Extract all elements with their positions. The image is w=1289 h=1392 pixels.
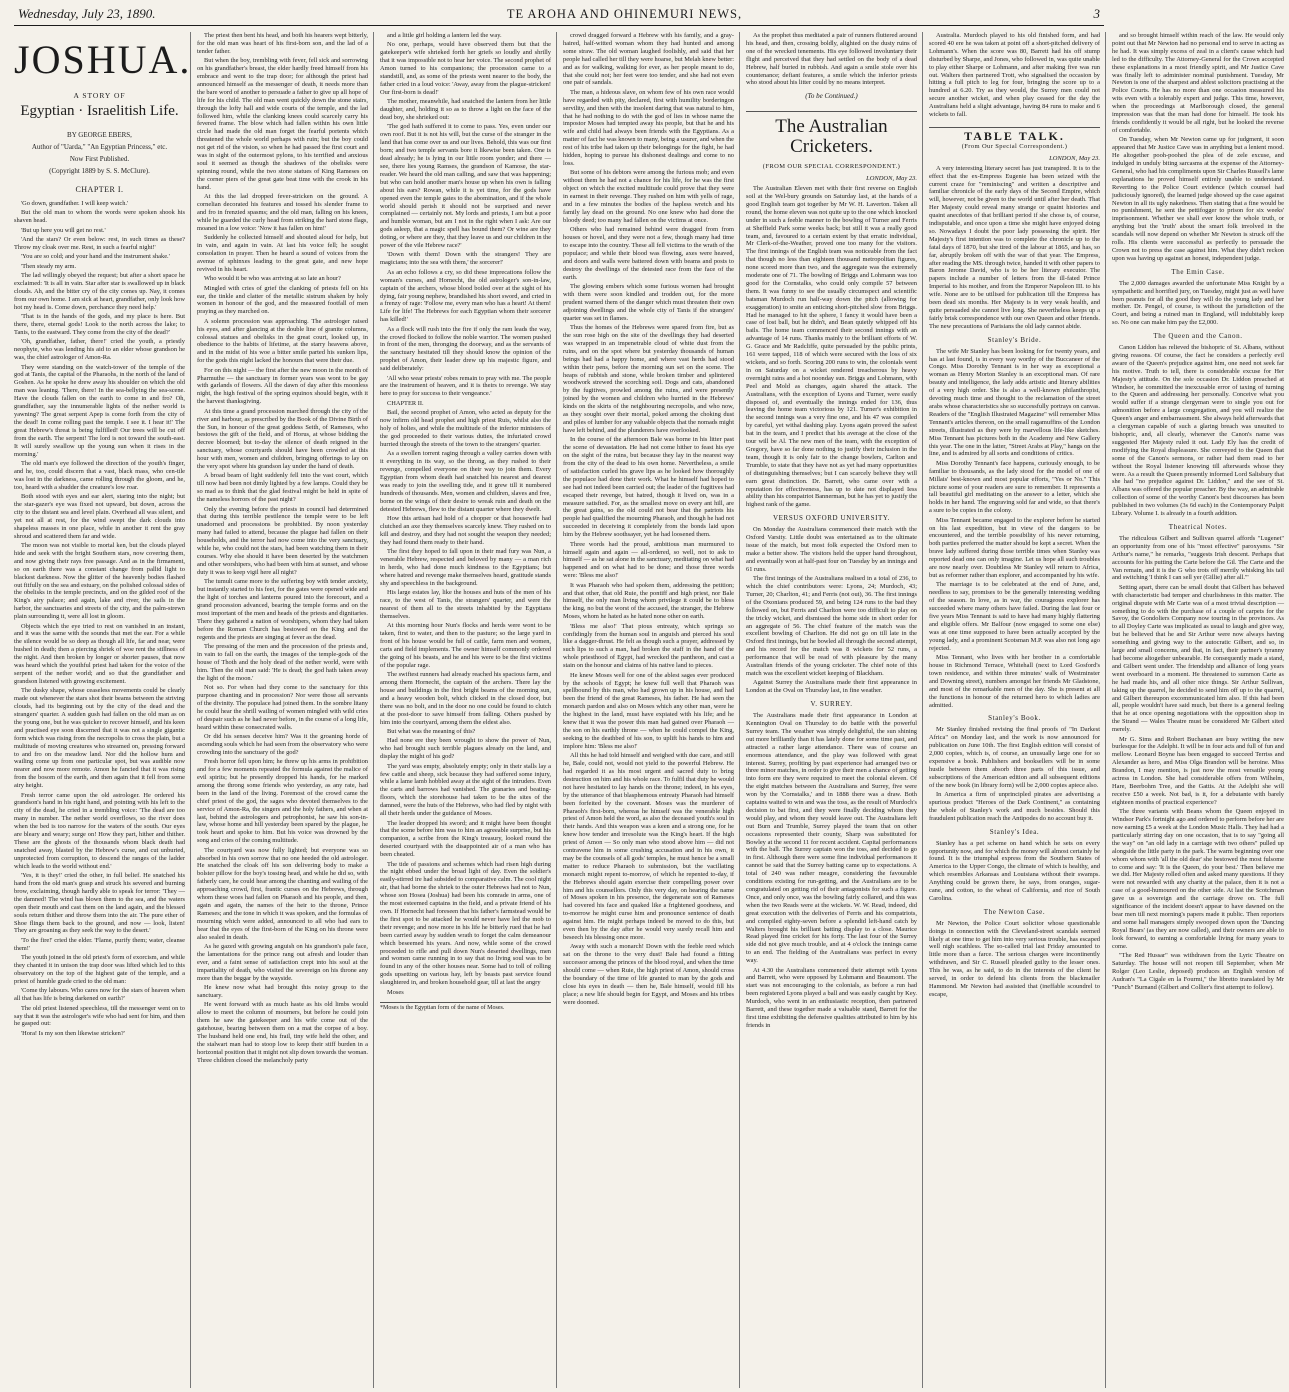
paragraph: He went forward with as much haste as his old limbs would allow to meet the column of mourners, but before he could join them he saw the gatekeeper and his wife come out of the gatehouse, bearing between them on a mat the corpse of a boy. The husband held one end, his frail, tiny wife held the other, and the stalwart man had to stoop low to keep their stiff burden in a horizontal position that it might not slip down towards the woman. Three children closed the melancholy party [197, 1001, 368, 1064]
paragraph: Three words had the proud, ambitious man murmured to himself again and again — all-ordered, so well, not to ask to himself — as he sat alone in the sanctuary, meditating on what had happened and on what had to be done; and those three words were: 'Bless me also!' [563, 540, 734, 580]
paragraph: Mingled with cries of grief the clanking of priests fell on his ear, the tinkle and clatter of the metallic sistrum shaken by holy women in honour of the god, and the measured footfall of men praying as they marched on. [197, 284, 368, 316]
paragraph: His large estates lay, like the houses and huts of the men of his race, to the west of Tanis, the strangers' quarter, and were the nearest of them all to the streets inhabited by the Egyptians themselves. [380, 589, 551, 620]
paragraph: The Australian Eleven met with their first reverse on English soil at the Wel-bury grounds on Saturday last, at the hands of a good English team got together by Mr W. H. Laverton. Taken all round, the home eleven was not quite up to the one which knocked under in such a feeble manner to the bowling of Turner and Ferris at Sheffield Park some weeks back; but still it was a really good team, and, favoured to a certain extent by that erratic individual, Mr Clerk-of-the-Weather, proved one too many for the visitors. The first innings of the English team was noticeable from the fact that though no less than eighteen thousand metropolitan figures, none scored more than two, and the aggregate was the extremely moderate one of 71. The bowling of Briggs and Lohmann was too good for the Cornstalks, who could only compile 57 between them. It was funny to see the usually circumspect and scientific batsman Murdoch run half-way down the pitch (allowing for exaggeration) to smite an enticing short-pitched slow from Briggs. Had he managed to hit the sphere, I fancy it would have been a case of lost ball, but he didn't, and Bean quietly whipped off his bails. The home team commenced their second innings with an advantage of 14 runs. Thanks mainly to the brilliant efforts of W. G. Grace and Mr Radcliffe, quite persuaded by the public prints, 161 were tapped, 118 of which were secured with the loss of six wickets, and so forth. Scoring 200 runs to win, the colonials went in on Saturday on a wicket rendered treacherous by heavy overnight rains and a hot noonday sun. Briggs and Lohmann, with Peel and Mold as changes, again shared the attack. The Australians, with the exception of Lyons and Turner, were easily disposed of, and eventually the innings ended for 136, thus leaving the home team victorious by 121. Turner's exhibition in the second innings was a very fine one, and his 47 was compiled by careful, yet withal dashing play. Lyons again proved the safest bat in the team, and I predict that his average at the close of the tour will be Al. The new men of the team, with the exception of Gregory, have so far done nothing to justify their inclusion in the team, though it is only fair to the change bowlers, Carlton and Trumble, to state that they have not as yet had many opportunities of distinguishing themselves; but I can scarcely believe they will earn great distinction. Dr. Barrett, who came over with a reputation for effectiveness, has up to date not displayed Iess ability than his compatriot Bannerman, but he has yet to justify the highest rank of the game. [746, 185, 917, 509]
paragraph: As an echo follows a cry, so did these imprecations follow the woman's curses, and Hornecht, the old astrologer's son-in-law, captain of the archers, whose blood boiled over at the sight of his dying, fair young nephew, brandished his short sword, and cried in a frenzy of rage: 'Follow me, every man who has a heart! At them! Life for life! The Hebrews for each Egyptian whom their sorcerer has killed!' [380, 268, 551, 324]
story-copyright: (Copyright 1889 by S. S. McClure). [49, 166, 150, 175]
paragraph: It was Pharaoh who had spoken them, addressing the petition; and that other, that old Ruie, the pontiff and high priest, nor Bale himself, the only man living whom privilege it could be to bless the king, no but the worst of the accused, the stranger, the Hebrew Moses, whom he hated as he hated none other on earth. [563, 581, 734, 621]
columns [14, 32, 1284, 1388]
stanleys-idea-body [929, 840, 1100, 903]
paragraph: For on this night — the first after the new moon in the month of Pharmuthe — the sanctuary in former years was wont to be gay with garlands of flowers. All the dawn of day after this moonless night, the high festival of the spring equinox should begin, with it the harvest thanksgiving. [197, 366, 368, 406]
paragraph: The dusky shape, whose ceaseless movements could be clearly made out whenever the stars shot their beams between the striving clouds, had its beginning out by the city of the dead and the strangers' quarter. A sudden gush had fallen on the old man as on the young one, but he was quicker to recover himself, and his keen and practised eye soon discerned that it was not a single gigantic form which was rising from the necropolis to cross the plain, but a multitude of moving creatures who streamed on, pressing forward to and fro on the meadow land. Nor did the hollow hum and wailing come up from one particular spot, but was audible now nearer and now more remote. Amon he fancied that it was rising from the bosom of the earth, and then again that it fell from some airy height. [14, 687, 185, 790]
paragraph: 'Yes, it is they!' cried the other, in full belief. He snatched his hand from the old man's grasp and struck his severed and burning brow, exclaiming, though hardly able to speak for terror: 'They — the damned! The wind has blown them to the sea, and the waters open their mouth and cast them on the land again, and the blessed souls return thither and throw them into the air. The pure ether of Shoe flings them back to the ground, and now — look, listen! They are groaning as they seek the way to the desert.' [14, 872, 185, 935]
cricket-body [746, 185, 917, 509]
paragraph: Objects which the eye tried to rest on vanished in an instant, and it was the same with the sounds that met the ear. For a while the silence would be so deep as though all life, far and near, were hushed in death; then a piercing shriek of woe rent the stillness of the night. And then broken by longer or shorter pauses, that now was heard which the youthful priest had taken for the voice of the serpent of the nether world; and so that the grandfather and grandson listened with growing excitement. [14, 622, 185, 685]
paragraph: As a swollen torrent raging through a valley carries down with it everything in its way, so the throng, as they rushed to their revenge, compelled everyone on their way to join them. Every Egyptian from whom death had snatched his nearest and dearest was ready to join the swelling tide, and it grew till it numbered hundreds of thousands. Men, women and children, slaves and free, borne on the wings of their desire to wreak ruin and death on the detested Hebrews, flew to the distant quarter where they dwelt. [380, 450, 551, 513]
surrey-heading: V. SURREY. [810, 700, 853, 709]
paragraph: The tide of passions and schemes which had risen high during the night ebbed under the broad light of day. Even the soldier's easily-stirred ire had subsided to comparative calm. The cool night air, that had borne the shriek to the outer Hebrews had not to Nun, whose son Hosea (Joshua) had been his comrade in arms, one of the most esteemed captains in the field, and a private friend of his own. If Hornecht had foreseen that his father's farmstead would be the first spot to be attacked he would never have led the mob to their revenge; and now more in his life he bitterly rued that he had been carried away by sudden wrath to forget the calm demeanour which beseemed his years. And now, while some of the crowd proceeded to rifle and pull down Nun's deserted dwellings, men and women came running in to say that no living soul was to be found in any of the other houses near. Some had to toll of rolling gods upsetting on various hay, left by beasts past service found slaughtered in, and broken household gear, till at last the angry [380, 860, 551, 987]
paragraph: Others who had remained behind were dragged from from houses or hovel, and they were not a few, though many had time to escape into the country. These all fell victims to the wrath of the populace; and while their blood was flowing, axes were heaved, and doors and walls were battered down with beams and posts to destroy the dwellings of the detested race from the face of the earth. [563, 226, 734, 281]
paragraph: All this he had told himself and weighed with due care, and still he, Bale, could not, would not yield to the powerful Hebrew. He had regarded it as his most urgent and sacred duty to bring destruction on him and his whole race. To fulfil that duty he would not have hesitated to lay hands on the throne; indeed, in his eyes, by the utterance of that blasphemous entreaty Pharaoh had himself been forfeited by the covenant. Moses was the murderer of Pharaoh's first-born, whereas he himself was the venerable high priest of Amon held the word, as also the deceased youth's soul in their hands. And this weapon was a keen and a strong one, for he knew how tender and irresolute was the King's heart. If the high priest of Amon — So only man who stood above him — did not contravene him in some crushing accusation and in his own, it may be the counsels of all gods' temples, he must hence be a small matter to reduce Pharaoh to submission, but the vacillating monarch might repent to-morrow, of which he repented to-day, if the Hebrews should again exercise their compelling power over him and his counsellors. Only this very day, on hearing the name of Moses spoken in his presence, the degenerate son of Rameses had covered his face and quaked like a frightened goodness, and to-morrow he might curse him and pronounce sentence of death against him. He might perhaps indeed be moved to do this, but even then by the day after he would very surely recall him and beseech his blessing once more. [563, 752, 734, 941]
paragraph: and so brought himself within reach of the law. He would only point out that Mr Newton had no personal end to serve in acting as he had. It was simply excess of zeal in a client's cause which had led to the difficulty. The Attorney-General for the Crown accepted these explanations in a most friendly spirit, and Mr Justice Cave was finally left to administer nominal punishment. Tuesday, Mr Newton is one of the sharpest and ablest solicitors practising at the Police Courts. He has no more than one occasion measured his wits even with a tolerably expert and judge. This time, however, when the proceedings at Marlborough closed, the general impression was that the man had done for himself. He took his friends confidently it would be all right, but he looked the reverse of comfortable. [1112, 32, 1284, 134]
paragraph: Stanley has a pet scheme on hand which he sets on every opportunity now, and for which the money will almost certainly be found. It is the triumphal express from the Southern States of America to the Upper Congo, the climate of which is healthy, and which resembles Arkansas and Louisiana without their swamps. Anything could be grown there, he says, from oranges, sugar-cane, and cotton, to the wheat of California, and rice of South Carolina. [929, 839, 1100, 902]
emin-case-heading: The Emin Case. [1171, 267, 1225, 276]
oxford-heading: VERSUS OXFORD UNIVERSITY. [773, 514, 890, 523]
paragraph: On Monday the Australians commenced their match with the Oxford Varsity. Little doubt was entertained as to the ultimate issue of the match, but most folk expected the Oxford men to make a better show. The visitors held the upper hand throughout, and eventually won at half-past four on Tuesday by an innings and 61 runs. [746, 526, 917, 573]
surrey-body [746, 712, 917, 1030]
paragraph: As a flock will rush into the fire if only the ram leads the way, the crowd flocked to follow the noble warrior. The women pushed in front of the men, thronging the doorway, and as the servants of the sanctuary hesitated till they should know the opinion of the prophet of Amon, their leader drew up his majestic figure, and said deliberately: [380, 325, 551, 373]
paragraph: The marriage is to be celebrated at the end of June, and, needless to say, promises to be the generally interesting wedding of the season. In love, as in war, the courageous explorer has succeeded where many others have failed. During the last four or five years Miss Tennant is said to have had many highly flattering and eligible offers. Mr Balfour (now engaged to some one else) was at one time supposed to have been actually accepted by the young lady, and a prominent Scotsman M.P. was also not long ago rejected. [929, 581, 1100, 652]
paragraph: Against Surrey the Australians made their first appearance in London at the Oval on Thursday last, in fine weather. [746, 679, 917, 695]
paragraph: The leader dropped his sword; and it might have been thought that the scene before him was to him an agreeable surprise, but his companion, a scribe from the King's treasury, looked round the deserted courtyard with the disappointed air of a man who has been cheated. [380, 819, 551, 859]
paragraph: 'The god hath suffered it to come to pass. Yes, even under our own roof. But it is not his will, but the curse of the stranger in the land that has come over us and our lives. Behold, this was our first born; and two temple servants bore it likewise been taken. One is dead already; he is lying in our little room yonder; and there — see, there lies young Ramses, the grandson of Kamose, the star-reader. We heard the old man calling, and saw that was happening; but who can hold another man's house up when his own is falling about his ears? Rowan, while it is yet time, for the gods have opened even the temple gates to the abomination, and if the whole world should perish it should not be surprised and never complained — certainly not. My lords and priests, I am but a poor and humble woman, but am I not in the right when I ask: Are our gods asleep, that a magic spell has bound them? Or wine are they doting, or where are they, that they leave us and our children in the power of the vile Hebrew race?' [380, 123, 551, 250]
table-talk-sub: (From Our Special Correspondent.) [961, 142, 1068, 150]
paragraph: A solemn procession was approaching. The astrologer raised his eyes, and after glancing at the double line of granite columns, colossal statues and obelisks in the great court, looked up, in obedience to the habits of lifetime, at the starry heavens above, and in the midst of his woe a bitter smile parted his sunken lips, for the gods this night lacked the honours that were their due. [197, 317, 368, 365]
emin-case-body [1112, 280, 1284, 327]
paragraph: The mother, meanwhile, had snatched the lantern from her little daughter, and, holding it so as to throw a light on the face of the dead boy, she shrieked out: [380, 98, 551, 122]
paragraph: The yard was empty, absolutely empty; only in their stalls lay a few cattle and sheep, sick because they had suffered some injury, while a lame lamb hobbled away at the sight of the intruders. Even the carts and barrows had vanished. The granaries and beating-floors, which the storehouse had taken to be the sites of the damned, were the huts of the Hebrews, who had fled by night with all their herds under the guidance of Moses. [380, 762, 551, 818]
paragraph: 'To the fire!' cried the elder. 'Flame, purify them; water, cleanse them!' [14, 936, 185, 952]
stanleys-book-heading: Stanley's Book. [988, 714, 1041, 723]
paragraph: Mr Newton, the Police Court solicitor whose questionable doings in connection with the Cleveland-street scandals seemed likely at one time to get him into very serious trouble, has escaped well nigh scathless. The so-called trial last Friday amounted to little more than a farce. The serious charges were incontinently withdrawn, and Sir C. Russell pleaded guilty to the lesser ones. This he was, as he said, to do in the interests of the client he served, in order to defend his clients from the blackmailer Hammond. Mr Newton had assisted that (ineffable scoundrel to escape, [929, 919, 1100, 998]
paragraph: A very interesting literary secret has just transpired. It is to the effect that the ex-Empress Eugenie has been seized with the current craze for "reminiscing" and written a descriptive and familiar chronicle of the early days of the Second Empire, which will, however, not be given to the world until after her death. That Her Majesty could reveal many strange or quaint histories and quaint anecdotes of that brilliant period if she chose is, of course, indisputable, and once upon a time she might have enjoyed doing so. Nowadays I doubt the poor lady possessing the spirit. Her Majesty's first intention was to complete the chronicle up to the fatal days of 1870, but she tired of the labour at 1865, and has, so far, abruptly broken off with the war of that year. The Empress, after reading the MS. through twice, handed it with other papers to Baron Jerome David, who is to be her literary executor. The papers include a number of letters from the ill-fated Prince Imperial to his mother, and from the Emperor Napoleon III. to his wife. None are to be utilised for publication till the Empress has been dead six months. Her Majesty is in very weak health, and quite persuaded she cannot live long. She nevertheless keeps up a fairly brisk correspondence with our own Queen and other friends. The new precautions of Parisians the old lady cannot abide. [929, 164, 1100, 330]
paragraph: CHAPTER II. [387, 399, 424, 407]
paragraph: Canon Liddon has relieved the bishopric of St. Albans, without giving reasons. Of course, the fact he considers a perfectly evil aware of the Queen's prejudice against him, one need not seek far his motive. Truth to tell, there is considerable excuse for Her Majesty's attitude. On the sole occasion Dr. Liddon preached at Windsor, he committed the inexcusable error of taxing of turning to the Queen and addressing her personally. Conceive what you would suffer if a strange clergyman were to single you out for admonition before a large congregation, and you will realize the Queen's anger and embarrassment. She always held afterwards that a clergyman capable of such a glaring breach was unsuited to bishopric, and, all clearly, whenever the Canon's name was suggested Her Majesty ruled it out. Lady Ely has the credit of modifying the Royal displeasure. She conveyed to the Queen that some of the Canon's sermons, or rather had them read to her without the Royal listener knowing till afterwards whose they were. As a result the Queen presently informed Lord Salisbury that she had "no prejudice against Dr. Liddon," and the see of St. Albans was offered the popular preacher. By the way, an admirable collection of some of the worthy Canon's best discourses has been published in two volumes (3s 6d each) in the Contemporary Pulpit Library. Volume I. is already in a fourth addition. [1112, 344, 1284, 518]
paragraph: 'You are so cold; and your hand and the instrument shake.' [21, 253, 170, 261]
paragraph: Mr G. Sims and Robert Buchanan are busy writing the new burlesque for the Adelphi. It will be in four acts and full of fun and mellow. Leonard Boyne has been engaged to succeed Terriss and Alexander as hero, and Miss Olga Brandon will be heroine. Miss Brandon, I may mention, is just now the most versatile young actress in London. She had considerable offers from Wilhelm, Hare, Beerbohm Tree, and the Gattis. At the Adelphi she will receive £50 a week. Not bad, is it, for a debutante with barely eighteen months of practical experience? [1112, 735, 1284, 806]
column-2 [197, 32, 374, 1388]
stanleys-bride-heading: Stanley's Bride. [987, 335, 1042, 344]
paragraph: 'Then steady my arm. [21, 262, 77, 270]
column-5 [746, 32, 923, 1388]
cricket-dateline: LONDON, May 23. [866, 175, 917, 183]
paragraph: The swiftest runners had already reached his spacious farm, and among them Hornecht, the captain of the archers. There lay the house and buildings in the first bright beams of the morning sun, and a heavy wooden bolt, which clicked in the closed door, but there was no bolt, and in the door no one could be found to clutch at the post-door to save himself from falling. Others pushed by him into the courtyard, among them the eldest also. [380, 671, 551, 726]
column-4 [563, 32, 740, 1388]
paragraph: Miss Tennant, who lives with her brother in a comfortable house in Richmond Terrace, Whitehall (next to Lord Gosford's town residence, and within three minutes' walk of Westminster and Downing street), numbers amongst her friends Mr Gladstone, and most of the remarkable men of the day. She is present at all the functions in honour of the returned hero to which ladies are admitted. [929, 654, 1100, 709]
paragraph: Fresh terror came upon the old astrologer. He ordered his grandson's hand in his right hand, and pointing with his left to the city of the dead, he cried in a trembling voice: 'The dead are too many in number. The nether world overflows, so the river does when the bed is too narrow for the waters of the south. Our eyes are bleary and weary; surge on! How they part, hither and thither. These are the ghosts of the thousands whom black death had snatched away, blasted by the Hebrew's curse, and cut unburied, unprotected from corruption, to descend the ranges of the ladder which leads to the world without end.' [14, 791, 185, 870]
paragraph: The tumult came more to the suffering boy with tender anxiety, but instantly started to his feet, for the gates were opened wide and the light of torches and lanterns poured into the forecourt, and a grand procession advanced, bearing the temple forms and on the most important of the men and heads of the priests and dignitaries. There they gathered a nation of worshipers, whom they had taken before the Roman Church has bestowed on the King and the regents and the priests are singing at fever as the dead. [197, 578, 368, 641]
paragraph: 'Bless me also!' That pious entreaty, which springs so confidingly from the human soul in anguish and pierced his soul like a dagger-thrust. He felt as though such a prayer, addressed by such lips to such a man, had broken the staff in the hand of the whole priesthood of Egypt, had wrecked the pantheon, and cast a stain on the honour and claims of his native land to pieces. [563, 622, 734, 670]
column-7 [1112, 32, 1289, 1388]
paragraph: 'That is in the hands of the gods, and my place is here. But there, there, eternal gods! Look to the north across the lake; to Tanis, to the eastward. They come from the city of the dead?' [14, 313, 185, 336]
story-by: BY GEORGE EBERS, [67, 130, 132, 139]
paragraph: Suddenly he collected himself and shouted aloud for help, but in vain, and again in vain. At last his voice fell; he sought consolation in prayer. Then he heard a sound of voices from the avenue of sphinxes leading to the great gate, and new hope revived in his heart. [197, 234, 368, 273]
paragraph: A broad beam of light suddenly fell into the vast court, which till now had been not dimly lighted by a few lamps. Could they be so mad as to think that the glad festival might be held in spite of the nameless horrors of the past night? [197, 472, 368, 504]
paragraph: At this morning hour Nun's flocks and herds were wont to be taken, first to water, and then to the pasture; so the large yard in front of his house would be full of cattle, farm men and women, carts and field implements. The owner himself commonly ordered the going of his beasts, and he and his were to be the first victims of the popular rage. [380, 622, 551, 669]
paragraph: He knew now what had brought this noisy group to the sanctuary. [197, 984, 368, 999]
paragraph: The wife Mr Stanley has been looking for for twenty years, and has at last found, is in every way worthy of the Buccaneer of the Congo. Miss Dorothy Tennant is in her way as exceptional a woman as Henry Morton Stanley is an exceptional man. Of rare beauty and intelligence, the lady adds artistic and literary abilities of a very high order. She is also a well-known philanthropist, devoting much time and thought to the reclamation of the street arabs whose characteristics she so successfully portrays on canvas. Readers of the "English Illustrated Magazine" will remember Miss Tennant's articles thereon, on the small ragamuffins of the London streets, illustrated as they were by marvellous life-like sketches. Miss Tennant has pictures both in the Academy and New Gallery this year. The one in the latter, "Street Arabs at Play," hangs on the line, and is admired by all sorts and conditions of critics. [929, 347, 1100, 458]
paragraph: 'Down with them! Down with the strangers! They are magicians; into the sea with them,' the sorcerer!' [380, 251, 551, 267]
paragraph: But some of his debtors were among the furious mob; and even without them he had not a chance for his life, for he was the first object on which the excited multitude could prove that they were in earnest in their revenge. They rushed on him with yells of rage, and in a few minutes the bodies of the hapless wretch and his family lay dead on the ground. No one knew who had done the bloody deed; too many had fallen on the victims at once. [563, 169, 734, 224]
paragraph: As he gazed with growing anguish on his grandson's pale face, the lamentations for the prince rang out afresh and louder than ever, and a faint sense of satisfaction crept into his soul at the impartiality of death, who visited the sovereign on his throne any more than the beggar by the wayside. [197, 943, 368, 982]
paragraph: 'But up here you will get no rest.' [21, 226, 106, 234]
paragraph: The man, a hideous slave, on whom few of his own race would have regarded with pity, declared, first with humility borderingon servility, and then with the insolent daring that was natural to him, that he had nothing to do with the god of lies in whose name the impostor Moses had tempted away his people, but that he and his wife and child had always been friends with the Egyptians. As a matter of fact he was known to many, being a usurer, and when the rest of his tribe had taken up their belongings for the fight, he had hidden, hoping to pursue his dishonest dealings and come to no loss. [563, 88, 734, 167]
col2-body [197, 32, 368, 1065]
paragraph: 'And the stars? Or even below: rest, in such times as these? Throw my cloak over me. Rest, in such a fearful night!' [14, 235, 185, 251]
column-1 [14, 32, 191, 1388]
paragraph: Or did his senses deceive him? Was it the groaning horde of ascending souls which he had seen from the observatory who were crowding into the sanctuary of the god? [197, 732, 368, 756]
paper-title: TE AROHA AND OHINEMURI NEWS, [506, 7, 743, 21]
col7-body [1112, 32, 1284, 263]
paragraph: No one, perhaps, would have observed them but that the gatekeeper's wife shrieked forth her griefs so loudly and shrilly that it was impossible not to hear her voice. The second prophet of Amon turned to his companions; the procession came to a standstill, and, as some of the priests went nearer to the body, the father cried in a loud voice: 'Away, away from the plague-stricken! Our first-born is dead!' [380, 41, 551, 96]
paragraph: Only the evening before the priests in council had determined that during this terrible pestilence the temple were to be left unadorned and processions be prohibited. By noon yesterday many had failed to attend, because the plague had fallen on their households, and the terror had now come into the very sanctuary, while he, who could not the stars, had been watching them in their courses. Why else should it have been deserted by the watchmen and other worshipers, who had been with him at sunset, and whose duty it was to keep vigil here all night? [197, 505, 368, 576]
paragraph: Away with such a monarch! Down with the feeble reed which sat on the throne to the very dust! Bale had found a fitting successor among the princes of the blood royal, and when the time should come — when Ruie, the high priest of Amon, should cross the boundary of the time of life granted to man by the gods and close his eyes in death — then he, Bale himself, would fill his place; a new life should begin for Egypt, and Moses and his tribes were doomed. [563, 943, 734, 1006]
paragraph: Miss Tennant became engaged to the explorer before he started on his last expedition, but in view of the dangers to be encountered, and the terrible possibility of his never returning, both parties preferred the matter should be kept a secret. When the brave lady suffered during those terrible times when Stanley was reported dead one can only imagine. Let us hope all such troubles are now nearly over. Doubtless Mr Stanley will return to Africa, but as reformer rather than explorer, and accompanied by his wife. [929, 516, 1100, 579]
paragraph: At this time a grand procession marched through the city of the river and harbour, as prescribed by the Book of the Divine Birth of the Sun, in honour of the great goddess Seith, of Rameses, who bestows the gift of the field, and of Horus, at whose bidding the decree bloomed; but to-day the silence of death reigned in the sanctuary, whose courtyards should have been crowded at this hour with men, women and children, bringing offerings to lay on the very spot where his grandson lay under the hand of death. [197, 407, 368, 471]
cricket-title: The Australian Cricketers. [746, 111, 917, 157]
col1-body [14, 200, 185, 1038]
table-talk-body [929, 165, 1100, 331]
table-talk-dateline: LONDON, May 23. [1049, 154, 1100, 162]
paragraph: Bail, the second prophet of Amon, who acted as deputy for the now infirm old head prophet and high priest Ruis, whilst also the holy of holies, and while the multitude of the inferior ministers of the god proceeded to their various duties, the infuriated crowd hurried through the streets of the town to the strangers' quarter. [380, 409, 551, 448]
theatrical-heading: Theatrical Notes. [1168, 522, 1228, 531]
paragraph: 'Come thy labours. Who cares now for the stars of heaven when all that has life is being darkened on earth?' [14, 987, 185, 1003]
page-number: 3 [1093, 6, 1100, 21]
story-subtitle: Egyptian · Israelitish Life. [20, 102, 179, 119]
newton-case-body [929, 920, 1100, 999]
paragraph: Had none ere they been wrought to show the power of Nun, who had brought such terrible plagues already on the land, and display the might of his god? [380, 737, 551, 761]
paragraph: The Australians made their first appearance in London at Kennington Oval on Thursday to do battle with the powerful Surrey team. The weather was simply delightful, the sun shining out more brilliantly than it has lately done for some time past, and attracted a rather large attendance. There was of course an enormous attendance, and the play was followed with great interest. Surrey, profiting by past experience had arranged two or three minor matches, in order to give their men a chance of getting into form ere they were required to meet the colonial eleven. Of the eight matches between the Australians and Surrey, five were won by the 'Cornstalks,' and in 1888 there was a draw. Both captains waited to win and was the toss, as the result of Murdoch's decision to bat first, and they were finally deciding whom they would play, and whom they would leave out. The Australians left out Burn and Trumble, Surrey played the team that on other occasions represented their county, Sharp was substituted for Bowley at the second 11 for recent accident. Capital performances with the ball. The Surrey captain won the toss, and decided to go in first. Although there were some fine individual performances it cannot be said that the Surrey batting came up to expectations. A total of 240 was rather meagre, considering the favourable conditions existing for run-getting, and the Australians are to be congratulated on getting rid of their antagonists for such a figure. Once, and only once, was the bowling fairly collared, and this was when the two Reads were at the wickets. W. W. Read, indeed, did great execution with the deliveries of Ferris and his compatriots, and compiled eighty-seven before a splendid left-hand catch by Walters brought his brilliant batting display to a close. Maurice Read played fine cricket for his forty. The last four of the Surrey side did not give much trouble, and at 4 o'clock the innings came to an end. The fielding of the Australians was perfect in every way. [746, 712, 917, 965]
paragraph: Not so. For when had they come to the sanctuary for this purpose chanting and in procession? Nor were those all servants of the divinity. The populace had joined them. In the sombre litany he could hear the shrill wailing of women mingled with wild cries of despair such as he had never before, in the course of a long life, heard within these consecrated walls. [197, 684, 368, 731]
story-now: Now First Published. [69, 154, 130, 163]
paragraph: The moon was not visible to mortal ken, but the clouds played hide and seek with the bright Southern stars, now covering them, and now giving their rays free passage. And as in the firmament, so on earth there was a constant change from pallid light to blackest darkness. Now the glitter of the heavenly bodies flashed out fitfully on the sea and estuary, on the polished colossal sides of the obelisks in the temple precincts, and on the gilded roof of the King's airy palace; and again, lake and river, the sails in the harbor, the sanctuaries and streets of the city, and the palm-strewn plain surrounding it, were all lost in gloom. [14, 541, 185, 621]
column-6 [929, 32, 1106, 1388]
paragraph: 'Go down, grandfather. I will keep watch.' [21, 199, 129, 207]
paragraph: At this the lad dropped fever-stricken on the ground. A cornelian decorated his features and tossed his slender frame to and fro in frenzied spasms; and the old man, falling on his knees, while he guarded the curly head from striking the hard stone flags, moaned in a low voice: 'Now it has fallen on him!' [197, 193, 368, 232]
oxford-body [746, 526, 917, 695]
story-pre-subtitle: A STORY OF [73, 91, 126, 100]
column-3 [380, 32, 557, 1388]
paragraph: The 2,000 damages awarded the unfortunate Miss Knight by a sympathetic and horrified jury, on Tuesday, might just as well have been peanuts for all the good they will do the young lady and her mother. Dr. Pengel, of course, is without the jurisdiction of the Court, and being a ruined man in England, will indubitably keep so. No one can make him pay the £2,000. [1112, 279, 1284, 327]
stanleys-bride-body [929, 348, 1100, 710]
paragraph: The youth joined in the old priest's form of exorcism, and while they chanted it in unison the trap door was lifted which led to this observatory on the top of the highest gate of the temple, and a priest of humble grade cried to the old man: [14, 954, 185, 985]
paragraph: Thus the homes of the Hebrews were spared from fire, but as the sun rose high on the site of the dwellings they had deserted was wrapped in an impenetrable cloud of white dust from the ruins, and on the spot where but yesterday thousands of human beings had had a happy home, and where vast herds had stood within their pens, before the morning sun set on the scene. The heaps of rubbish and stone, while broken timber and splintered woodwork strewed the scorching soil. Dogs and cats, abandoned by the fugitives, prowled among the ruins, and were presently joined by the women and children who hurried in the Hebrews' kinds on the skirts of the neighbouring necropolis, and who now, as they sought over their mortal, poked among the choking dust and piles of lumber for any valuable objects that the nomads might have left behind, and the plunderers have overlooked. [563, 324, 734, 434]
paragraph: The ridiculous Gilbert and Sullivan quarrel affords "Lugenet" an opportunity from one of his "most effective" paroxysms. "Sir Arthur's name," he remarks, "suggests Irish descent. Perhaps that accounts for his putting the Carte before the Gil. The Carte and the Van remain, and it is the G who trots off merrily whisking his tail and switching 'I think I can sell yer (Gillie) after all.'" [1112, 534, 1284, 582]
paragraph: In America a firm of unprincipled pirates are advertising a spurious product "Heroes of the Dark Continent," as containing the whole of Stanley's work and much besides. Should this fraudulent publication reach the Antipodes do no account buy it. [929, 791, 1100, 822]
story-author-line: Author of "Uarda," "An Egyptian Princess," etc. [31, 142, 168, 151]
paragraph: At 4.30 the Australians commenced their attempt with Lyons and Barrett, who were opposed by Lohmann and Beaumont. The start was not encouraging to the colonials, as before a run had been registered Lyons played a ball and was easily caught by Key. Murdoch, who went in an enthusiastic reception, then partnered Barrett, and these together made a valuable stand, Barrett for the first time exhibiting the defensive qualities attributed to him by his friends in [746, 966, 917, 1029]
col4-body [563, 32, 734, 1007]
paragraph: Australia. Murdoch played to his old finished form, and had scored 40 ere he was taken at point off a short-pitched delivery of Lohmann's. When the score was 80, Barrett had his off stump disturbed by Sharpe, and Jones, who followed in, was quite unable to play either Sharpe or Lohmann, and after making five was run out. Walters then partnered Trott, who signalised the occasion by hitting a full pitch to leg for four, bringing the score up to a hundred at 6.20. Try as they would, the Surrey men could not secure another wicket, and when play ceased for the day the Australians held a slight advantage, having 84 runs to make and 6 wickets to fall. [929, 32, 1100, 119]
paragraph: Mr Stanley finished revising the final proofs of "In Darkest Africa" on Monday last, and the work is now announced for publication on June 10th. The first English edition will consist of 2,000 copies, which is, of course, an unusually large one for so expensive a book. Publishers and booksellers will be in some hustle between them absorb three parts of this issue, and subscriptions of the American edition and all subsequent editions of the new book (in library form) will be 2,000 copies apiece also. [929, 726, 1100, 789]
paragraph: But the old man to whom the words were spoken shook his shaven head. [14, 209, 185, 225]
paragraph: The old man's eye followed the direction of the youth's finger, and he, too, could discern that a vast, black mass, who cen-tile was lost in the darkness, came rolling through the gloom, and he, too, heard with a shudder the creature's low roar. [14, 459, 185, 491]
paragraph: Setting apart, there can be small doubt that Gilbert has behaved with characteristic bad temper and churlishness in this matter. The original dispute with Mr Carte was of a most trivial description — something to do with the purchase of a couple of carpets for the Savoy, the Gondoliers Company now touring in the provinces. As to all Doyley Carte was implicated as usual to laugh and give way, but he believed that he and Sir Arthur were now always having something and giving way to the autocratic Gilbert, and so, in large and small concerns, and that, in fact, their partner's tyranny had become altogether unbearable. He consequently made a stand, and Gilbert went under. The friendship and alliance of long years went overboard in a moment. He threatened to summon Carte as he had made his, and all other nice things. Sir Arthur Sullivan, taking up the quarrel, he decided to send him off up to the quarrel, and Gilbert thereupon excommunicated him also. If this had been all, people wouldn't have said much, but there is a general feeling that he at once opening negotiations with the opposition shop in the Strand — Wales Theatre must be considered Mr Gilbert sited merely. [1112, 583, 1284, 734]
issue-date: Wednesday, July 23, 1890. [18, 6, 156, 21]
to-be-continued: (To be Continued.) [805, 92, 858, 101]
paragraph: But when the boy, trembling with fever, fell sick and sorrowing on his grandfather's breast, the elder hardly freed himself from his embrace and went to the trap door; for although the priest had announced himself as the messenger of death, it needs more than the bare word of another to persuade a father to give up all hope of life for his child. The old man went quickly down the stone stairs, through the lofty hall and wide courts of the temple, and the lad followed him, while the clanking knees could scarcely carry his fevered frame. The blow which had fallen within his own little circle had made the old man forget the fearful portents which threatened the whole world perhaps with ruin; but the boy could not get rid of the vision, so when he had passed the first court and was in sight of the outermost pylons, to his terrified and anxious soul it seemed as though the shadows of the obelisks were spinning round, while the two stone statues of King Rameses on the corner piers of the great gate beat time with the crook in his hand. [197, 57, 368, 191]
paragraph: They were standing on the watch-tower of the temple of the god at Tanis, the capital of the Pharaohs, in the north of the land of Goshen. As he spoke he drew away his shoulder on which the old man was leaning. 'There, there! In the sea-bellying the sea-scene. Have the clouds fallen on the earth to come in and fro? Oh, grandfather, say the innumerable lights of the nether world is yawning? The great serpent Apep is come forth from the city of the dead! In come rolling past the temple. I see it. I hear it!' The great Hebrew's threat is being fulfilled! Our trees will be cut off from the earth. The serpent! The lord is not toward the south-east. It will surely swallow up the young sun when it rises in the morning.' [14, 363, 185, 458]
paragraph: The old priest listened speechless, till the messenger went on to say that it was the astrologer's wife who had sent for him, and then he gasped out: [14, 1004, 185, 1028]
queen-canon-body [1112, 344, 1284, 518]
theatrical-body [1112, 535, 1284, 992]
col5-body [746, 32, 917, 87]
paragraph: crowd dragged forward a Hebrew with his family, and a gray-haired, half-witted woman whom they had hunted and among some straw. The old woman laughed foolishly, and said that her people had called her till they were hoarse, but Melah knew better: and as for walking, walking for ever, as her people meant to do, that she could not; her feet were too tender, and she had not even one pair of sandals. [563, 32, 734, 87]
paragraph: But what was the meaning of this? [387, 728, 476, 736]
paragraph: How this artisan had hold of a chopper or that housewife had clutched an axe they themselves scarcely knew. They rushed on to kill and destroy, and they had not sought the weapon they needed; they had found them ready to their hand. [380, 514, 551, 546]
paragraph: The priest then bent his head, and both his hearers wept bitterly, for the old man was heart of his first-born son, and the lad of a tender father. [197, 32, 368, 55]
queen-canon-heading: The Queen and the Canon. [1153, 332, 1243, 341]
paragraph: Moses [387, 988, 404, 996]
paragraph: The lad willingly obeyed the request; but after a short space he exclaimed: 'It is all in vain. Star after star is swallowed up in black clouds. Ah, and the bitter cry of the city comes up. Nay, it comes from our own home. I am sick at heart, grandfather, only look how hot my head is. Come down, perchance they need help.' [14, 272, 185, 311]
paragraph: The first they hoped to fall upon in their mad fury was Nun, a venerable Hebrew, respected and beloved by many — a man rich in herds, who had done much kindness to the Egyptians; but where hatred and revenge make themselves heard, gratitude stands shy and speechless in the background. [380, 548, 551, 587]
paragraph: The first innings of the Australians realised in a total of 236, to which the chief contributors were: Lyons, 24; Murdoch, 43; Turner, 20; Charlton, 41; and Ferris (not out), 36. The first innings of the Oxonians produced 59, and being 124 runs to the bad they followed on, but Ferris and Charlton were too difficult to play on the tricky wicket, and dismissed the home side in short order for an aggregate of 56. The chief feature of the match was the excellent bowling of Charlton. He did not go on till late in the Oxford first innings, but he bowled all through the second attempt, and his record for the match was 8 wickets for 52 runs, a performance that will be read of with pleasure by the many Australian friends of the young cricketer. The chief note of this match was the excellent wicket keeping of Blackham. [746, 575, 917, 677]
stanleys-book-body [929, 726, 1100, 822]
story-title: JOSHUA. [14, 37, 192, 82]
masthead [14, 6, 1104, 26]
paragraph: Both stood with eyes and ear alert, staring into the night; but the star-gazer's eye was fixed not upward, but down, across the city to the distant sea and level plain. Overhead all was silent, and yet not all at rest, for the wind swept the dark clouds into shapeless masses in one place, while in another it rent the gray shroud and scattered them far and wide. [14, 493, 185, 540]
paragraph: 'Oh, grandfather, father, there!' cried the youth, a priestly neophyte, who was lending his aid to an elder whose grandson he was, the chief astrologer of Amon-Ra. [14, 338, 185, 362]
paragraph: The glowing embers which some furious women had brought with them were soon kindled and trodden out, for the more prudent warned them of the danger which must threaten their own adjoining dwellings and the whole city of Tanis if the strangers' quarter was set in flames. [563, 283, 734, 322]
paragraph: "The Red Hussar" was withdrawn from the Lyric Theatre on Saturday. The house will not reopen till September, when Mr Rolger (Leo Leslie, deposed) produces an English version of Audran's "La Cigale en la Fourmi," the libretto translated by Mr "Punch" Burnand (Gilbert and Collier's first attempt to follow). [1112, 952, 1284, 991]
paragraph: The three variants with Beans whom the Queen enjoyed in Windsor Park's fortnight ago and ordered to perform before her are now earning £5 a week at the London Music Halls. They had had a particularly stirring day on one occasion, that is to say "going all the way" on "an old lady in a carriage with two others" pulled up alongside the little party in the park. The warm beginning over one whom whom with 'all the old dear' she bestowed the most fulsome to come and say: 'It is the Queen, do your best.' Then believe me we did. Her Majesty rolled often and asked many questions. If they were not rewarded with any charity at the palace, then it is not a case of a good-humoured on the other side. At last the Scotchman gave us a sovereign and the carriage drove on. The full significance of the incident doesn't appear to have dawned on the bear men till next morning's papers made it public. Then reporters and some hall managers simply swooped down upon the 'Dancing Royal Bears' (as they are now called), and their owners are able to look forward, to earning a comfortable living for many years to come. [1112, 808, 1284, 950]
paragraph: Who would it be who was arriving at so late an hour? [204, 275, 341, 283]
table-talk-title: TABLE TALK. [929, 127, 1100, 141]
paragraph: 'All who wear priests' robes remain to pray with me. The people are the instrument of heaven, and it is theirs to revenge. We stay here to pray for success to their vengeance.' [380, 374, 551, 398]
chapter-heading: CHAPTER I. [75, 184, 124, 194]
cricket-sub: (FROM OUR SPECIAL CORRESPONDENT.) [762, 163, 901, 171]
paragraph: 'Hora! Is my son then likewise stricken?' [21, 1029, 125, 1037]
paragraph: The courtyard was now fully lighted; but everyone was so absorbed in his own sorrow that no one heeded the old astrologer. He snatched the cloak off his son delivering body to make a bolster pillow for the boy's tossing head, and while he did so, with fatherly care, he could hear among the chanting and wailing of the approaching crowd, first, frantic curses on the Hebrews, through whom these woes had fallen on Pharaoh and his people, and then, again and again, the names of the heir to the throne, Prince Rameses; and the tone in which it was spoken, and the formulas of mourning which were added, announced to all who had ears to hear that the eyes of the first-born of the King on his throne were also sealed in death. [197, 846, 368, 941]
paragraph: He knew Moses well for one of the ablest sages ever produced by the schools of Egypt; he knew full well that Pharaoh was spellbound by this man, who had grown up in his house, and had been the friend of the great Rameses, his father. He had seen the monarch pardon and also on Moses which any other man, were he the highest in the land, must have expiated with his life; and he knew that it was the power this man had gained over Pharaoh — the son on his earthly throne — when he could compel the King, seeking to the deathbed of his son, to uplift his hands to him and implore him: 'Bless me also!' [563, 671, 734, 750]
paragraph: Miss Dorothy Tennant's face happens, curiously enough, to be familiar to thousands, as the lady stood for the model of one of Millais' best-known and most popular efforts, "Yes or No." This picture some of your readers are sure to remember. It represents a tall beautiful girl meditating on the answer to a letter, which she holds in her hand. The engraving sold far and wide, so that there's a sure to be copies in the colony. [929, 459, 1100, 515]
paragraph: Fresh horror fell upon him; he threw up his arms in prohibition and for a few moments repeated the formula against the malice of evil spirits; but he presently dropped his hands, for he marked among the throng some friends who yesterday, as any rate, had been in the land of the living. Foremost of the crowd came the chief priest of the god, the sages who devoted themselves to the service of Amon-Ra, the singers and the holy fathers, and when at last, behind the astrologers and petrophonist, he saw his son-in-law, whose home and hill yesterday been spared by the plague, he took heart and spoke to him. But his voice was drowned by the song and cries of the coming multitude. [197, 758, 368, 845]
stanleys-idea-heading: Stanley's Idea. [989, 827, 1040, 836]
col3-body [380, 32, 551, 996]
paragraph: On Tuesday, when Mr Newton came up for judgment, it soon appeared that Mr Justice Cave was in anything but a lenient mood. He altogether pooh-poohed the plea of de zele excuse, and indulged in unduly biting sarcasms at the expense of the Attorney-General, who had his compliments upon Sir Charles Russell's lame explanations he proved himself entirely unable to understand. Reverting to the Police Court evidence (which counsel had judiciously ignored), the learned judge showed up the case against Newton in all its ugly nakedness. Then stating that a fine would be no punishment, he sent the pettifogger to prison for six weeks' imprisonment. Whether we shall ever know the whole truth, or anything but the 'truth' about the smart folk involved in the scandals will now depend on whether Mr Newton is struck off the rolls. His clients were successful as perfectly to persuade the Crown not to press the case against him. What they didn't reckon upon was having up against an honest, independent judge. [1112, 136, 1284, 262]
paragraph: As the prophet thus meditated a pair of runners fluttered around his head, and then, crossing boldly, alighted on the dusty ruins of one of the wrecked tenements. His eye followed involuntary their flight and perceived that they had settled on the body of a dead Hebrew, half buried in rubbish. And again a smile stole over his countenance; defiant features, a smile which the inferior priests who stood about his litter could by no means interpret. [746, 32, 917, 87]
paragraph: The pressing of the men and the procession of the priests and, in vain to fall on the earth, the images of the temple-gods of the house of Thoth and the holy dead of the nether world, were with him. Then the old man said: 'He is dead; the god hath taken away the light of the moon.' [197, 642, 368, 682]
newton-case-heading: The Newton Case. [983, 907, 1046, 916]
col6-top [929, 32, 1100, 119]
paragraph: In the course of the afternoon Bale was borne in his litter past the scene of devastation. He had not come hither to feast his eye on the sight of the ruins, but because they lay in the nearest way from the city of the dead to his own home. Nevertheless, a smile of satisfaction curled his grave lips as he looked how thoroughly the populace had done their work. What he himself had hoped to see had not indeed been carried out; the leader of the fugitives had escaped their revenge, but hatred, though it lived on, was in a measure satisfied. For, as the smallest move on every ant hill, are the great gains, so the old could not bear that the patriots his people had qualified the mourning Pharaoh, and though he had not succeeded in deceiving it completely from the bonds laid upon him by the Hebrew soothsayer, yet he had loosened them. [563, 436, 734, 539]
paragraph: and a little girl holding a lantern led the way. [387, 32, 502, 39]
footnote: *Moses is the Egyptian form of the name of Moses. [380, 1002, 551, 1013]
